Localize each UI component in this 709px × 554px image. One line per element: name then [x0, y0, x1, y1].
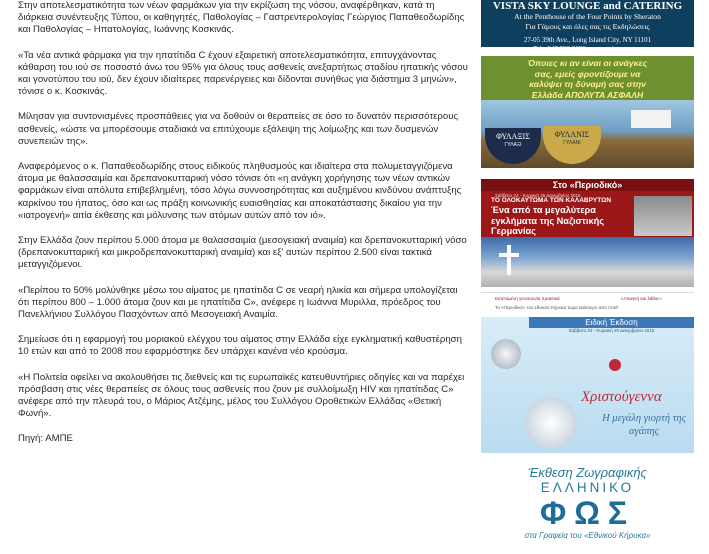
ad-exhibition-location: στα Γραφεία του «Εθνικού Κήρυκα» — [524, 531, 651, 540]
ad-insurance-line: καλύψει τη δύναμή σας στην — [529, 79, 646, 89]
article-body — [18, 0, 470, 446]
ad-christmas-subtitle: Η μεγάλη γιορτή της αγάπης — [602, 413, 686, 437]
ad-insurance-line: Ελλάδα ΑΠΟΛΥΤΑ ΑΣΦΑΛΗ — [531, 89, 644, 100]
house-image — [631, 110, 671, 128]
ad-periodiko-date: Σάββατο 24 - Κυριακή 25 Δεκεμβρίου 2016 — [495, 193, 581, 198]
fylaxis-name: ΦΥΛΑΞΙΣ — [496, 132, 530, 141]
ad-christmas-edition[interactable] — [481, 317, 694, 453]
ornament-icon — [609, 359, 621, 371]
fylanis-name: ΦΥΛΑΝΙΣ — [554, 130, 590, 139]
ad-vista-address: 27-05 39th Ave., Long Island City, NY 11101 — [523, 36, 652, 44]
ad-vista-tagline: Για Γάμους και όλες σας τις Εκδηλώσεις — [525, 22, 650, 31]
ad-periodiko-footer[interactable] — [481, 292, 694, 311]
ad-exhibition-logo: ΦΩΣ — [539, 495, 636, 531]
article-paragraph: Στην αποτελεσματικότητα των νέων φαρμάκων για την εκρίζωση της νόσου, αναφέρθηκαν, κατά τη διάρκεια συνέντευξης Τύπου, οι καθηγητές, Παθολογίας – Γαστρεντερολογίας Γεώργιος Παπαθεοδωρίδης και Παθολογίας – Ηπατολογίας, Ιωάννης Κοσκινάς. — [18, 0, 465, 36]
article-paragraph: «Η Πολιτεία οφείλει να ακολουθήσει τις διεθνείς και τις ευρωπαϊκές κατευθυντήριες οδηγίες και να παρέχει πρόσβαση στις νέες θεραπείες σε όλους τους ασθενείς που ζουν με συλλοίμωξη HIV και ηπατίτιδας C» ανέφερε από την πλευρά του, ο Μάριος Ατζέμης, μέλος του Συλλόγου Οροθετικών Ελλάδας «Θετική Φωνή». — [18, 371, 465, 420]
article-paragraph: Αναφερόμενος ο κ. Παπαθεοδωρίδης στους ειδικούς πληθυσμούς και ιδιαίτερα στα πολυμεταγγιζόμενα άτομα με θαλασσαιμία και δρεπανοκυτταρική νόσο τόνισε ότι «η ανάγκη χορήγησης των νέων αντικών φαρμάκων είναι απόλυτα επιβεβλημένη, τόσο λόγω συννοσηρότητας και αυξημένου κινδύνου ανάπτυξης καρκίνου του ήπατος, όσο και ως πράξη κοινωνικής ευαισθησίας και αποκατάστασης δικαίου για την «ιατρογενή» αιτία έκθεσης και μόλυνσης των ατόμων αυτών από τον ιό». — [18, 161, 462, 221]
memorial-crossbar — [499, 253, 519, 257]
article-source: Πηγή: ΑΜΠΕ — [18, 433, 73, 445]
memorial-cross-icon — [507, 245, 511, 275]
article-paragraph: «Περίπου το 50% μολύνθηκε μέσω του αίματος με ηπατίτιδα C σε νεαρή ηλικία και σήμερα υπολογίζεται ότι περίπου 800 – 1.000 άτομα ζουν και με ηπατίτιδα C», ανέφερε η Ιωάννα Μυριλλα, πρόεδρος του Πανελλήνιου Συλλόγου Πασχόντων από Μεσογειακή Αναιμία. — [18, 284, 458, 321]
article-paragraph: «Τα νέα αντικά φάρμακα για την ηπατίτιδα C έχουν εξαιρετική αποτελεσματικότητα, επιτυγχάνοντας κάθαρση του ιού σε ποσοστό άνω του 95% για όλους τους ασθενείς ανεξαρτήτως σταδίου ηπατικής νόσου και γονοτύπου του ιού, δεν έχουν ιδιαίτερες παρενέργειες και δίδονται συνήθως για διάστημα 3 μηνών», τόνισε ο κ. Κοσκινάς. — [18, 49, 468, 98]
sidebar-ads — [481, 0, 694, 547]
ad-exhibition[interactable] — [481, 462, 694, 547]
ad-periodiko-title: Ένα από τα μεγαλύτερα εγκλήματα της Ναζιστικής Γερμανίας — [491, 205, 604, 236]
ad-insurance-text — [481, 58, 694, 100]
ad-footer-caption: «Απαγκή και λάθος» — [621, 296, 662, 301]
ad-periodiko[interactable] — [481, 179, 694, 287]
ornament-icon — [491, 339, 521, 369]
ornament-icon — [525, 397, 577, 449]
ad-exhibition-title: Έκθεση Ζωγραφικής — [528, 465, 647, 480]
fylaxis-sub: ΓΥΛΑΞΙ — [504, 142, 522, 148]
ad-insurance-line: Όποιες κι αν είναι οι ανάγκες — [527, 58, 648, 68]
ad-exhibition-subtitle: ΕΛΛΗΝΙΚΟ — [540, 480, 635, 495]
ad-insurance-line: σας, εμείς φροντίζουμε να — [534, 68, 641, 79]
ad-vista-title: VISTA SKY LOUNGE and CATERING — [492, 0, 683, 12]
ad-vista-subtitle: At the Penthouse of the Four Points by Sheraton — [514, 12, 661, 21]
ad-periodiko-headline — [491, 197, 631, 237]
fylanis-sub: ΓΥΛΑΝΙ — [563, 140, 581, 146]
ad-vista-contact: Tel.: 347.536.3686 • www.vistany.com — [533, 45, 642, 53]
ad-christmas-title: Χριστούγεννα — [581, 389, 662, 405]
ad-vista-sky-lounge[interactable] — [481, 0, 694, 53]
article-paragraph: Μίλησαν για συντονισμένες προσπάθειες για να δοθούν οι θεραπείες σε όσο το δυνατόν περισσότερους ασθενείς, «ώστε να μπορέσουμε σταδιακά να επιτύχουμε εξάλειψη της λοίμωξης και των δυσμενών συνεπειών της». — [18, 111, 459, 147]
article-paragraph: Σημείωσε ότι η εφαρμογή του μοριακού ελέγχου του αίματος στην Ελλάδα είχε εγκληματική καθυστέρηση 10 ετών και από το 2008 που εφαρμόστηκε δεν υπάρχει κανένα νέο κρούσμα. — [18, 334, 462, 358]
ad-insurance[interactable] — [481, 56, 694, 168]
memorial-photo — [481, 237, 694, 287]
ad-footer-caption: Εκτεταμένη γενοκτονία πρακτικά — [495, 296, 560, 301]
ad-christmas-date: Σάββατο 24 - Κυριακή 25 Δεκεμβρίου 2016 — [568, 328, 655, 333]
ad-footer-tagline: Το «Περιοδικό» του εθνικού Κήρυκα τώρα καλύτερο από ποτέ! — [495, 305, 619, 310]
ad-periodiko-kicker: ΤΟ ΟΛΟΚΑΥΤΩΜΑ ΤΩΝ ΚΑΛΑΒΡΥΤΩΝ — [491, 197, 612, 204]
ad-christmas-header: Ειδική Έκδοση — [529, 317, 694, 328]
archive-photo — [634, 196, 692, 236]
article-paragraph: Στην Ελλάδα ζουν περίπου 5.000 άτομα με θαλασσαιμία (μεσογειακή αναιμία) και δρεπανοκυτταρική νόσο (δρεπανοκυτταρική και μικροδρεπανοκυτταρική αναιμία) και εξ' αυτών περίπου 2.500 είναι τακτικά μεταγγιζόμενοι. — [18, 235, 467, 271]
ad-periodiko-header: Στο «Περιοδικό» — [481, 179, 694, 191]
